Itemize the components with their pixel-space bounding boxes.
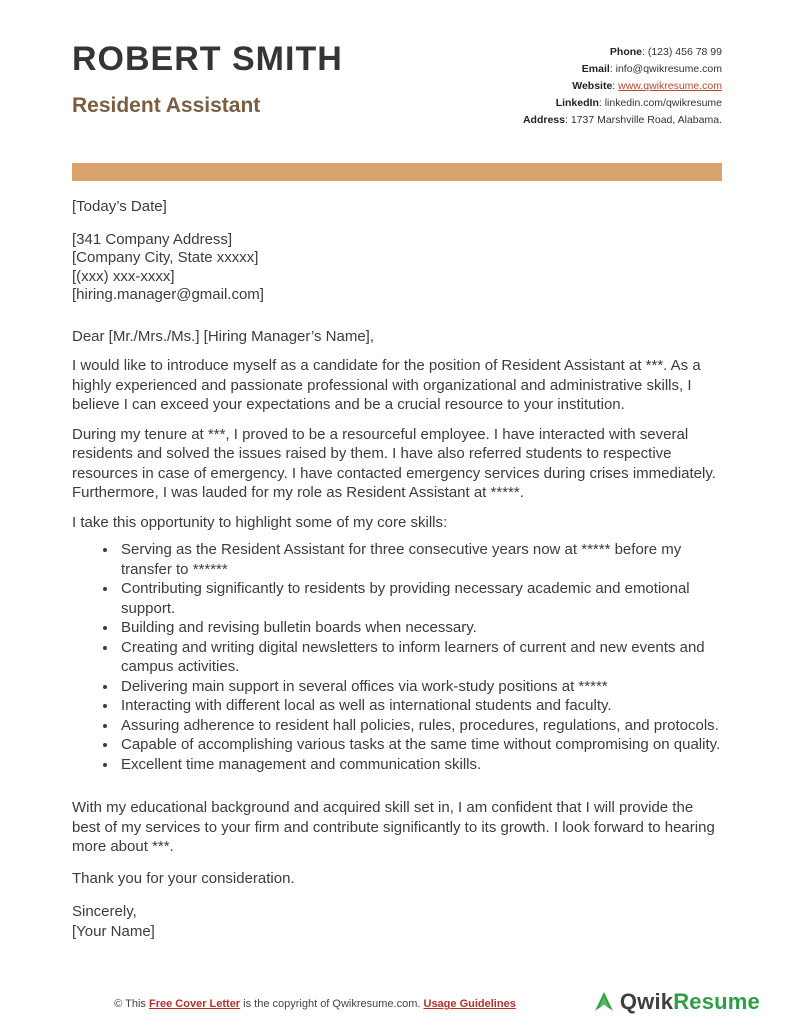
skill-item: • Serving as the Resident Assistant for three consecutive years now at ***** before my transfer to ****** [118,540,722,579]
company-address-block [72,231,722,305]
email-label: Email [581,63,610,75]
contact-address [523,112,722,129]
website-label: Website [572,80,613,92]
thank-you-line: Thank you for your consideration. [72,869,295,887]
contact-block [523,42,722,129]
company-address-line: [341 Company Address] [72,230,233,248]
email-value: : info@qwikresume.com [609,63,722,75]
logo-text-qwik: Qwik [619,989,674,1014]
contact-email [523,61,722,78]
accent-divider-bar [72,163,722,181]
qwikresume-logo-icon [592,990,616,1014]
copyright-line [0,998,630,1010]
free-cover-letter-link[interactable]: Free Cover Letter [149,998,241,1010]
paragraph-closing: With my educational background and acquired skill set in, I am confident that I will provide the best of my services to your firm and contribute significantly to its growth. I look forward to hearing more about ***. [72,799,715,855]
salutation: Dear [Mr./Mrs./Ms.] [Hiring Manager’s Name], [72,327,375,345]
copyright-prefix: © This [114,998,149,1010]
applicant-name: ROBERT SMITH [72,40,343,78]
signoff-block [72,902,722,941]
contact-phone [523,44,722,61]
skill-item: • Capable of accomplishing various tasks at the same time without compromising on quality. [118,735,722,755]
logo-text [620,989,760,1015]
logo-text-resume: Resume [673,989,760,1014]
address-label: Address [522,114,565,126]
header [72,42,722,129]
company-address-line: [hiring.manager@gmail.com] [72,286,264,303]
signoff: Sincerely, [72,903,137,920]
signature-placeholder: [Your Name] [72,922,155,940]
company-address-line: [Company City, State xxxxx] [72,249,259,266]
address-value: : 1737 Marshville Road, Alabama. [564,114,722,126]
qwikresume-logo[interactable] [592,989,760,1015]
usage-guidelines-link[interactable]: Usage Guidelines [423,998,516,1010]
date-placeholder: [Today’s Date] [72,198,167,215]
header-identity [72,42,343,118]
linkedin-value: : linkedin.com/qwikresume [598,97,722,109]
letter-body [72,197,722,941]
paragraph-intro: I would like to introduce myself as a candidate for the position of Resident Assistant at ***. As a highly experienced and passionate professional with organizational and administrative skills, I believe I can exceed your expectations and be a crucial resource to your institution. [72,357,701,413]
linkedin-label: LinkedIn [555,97,599,109]
job-title: Resident Assistant [72,93,261,117]
skill-item: • Delivering main support in several offices via work-study positions at ***** [118,677,722,697]
contact-linkedin [523,95,722,112]
copyright-middle: is the copyright of Qwikresume.com. [240,998,424,1010]
company-address-line: [(xxx) xxx-xxxx] [72,267,175,285]
skill-item: • Interacting with different local as well as international students and faculty. [118,696,722,716]
footer [0,989,800,1021]
skills-intro: I take this opportunity to highlight some of my core skills: [72,513,448,531]
website-separator: : [612,80,619,92]
skill-item: • Creating and writing digital newsletters to inform learners of current and new events and campus activities. [118,638,722,677]
paragraph-experience: During my tenure at ***, I proved to be a resourceful employee. I have interacted with several residents and solved the issues raised by them. I have also referred students to respective resources in case of emergency. I have contacted emergency services during crises immediately. Furthermore, I was lauded for my role as Resident Assistant at *****. [72,425,716,501]
website-link[interactable]: www.qwikresume.com [618,80,722,92]
skill-item: • Building and revising bulletin boards when necessary. [118,618,722,638]
skill-item: • Contributing significantly to residents by providing necessary academic and emotional support. [118,579,722,618]
contact-website [523,78,722,95]
phone-value: : (123) 456 78 99 [642,46,722,58]
skills-list [72,540,722,774]
skill-item: • Assuring adherence to resident hall policies, rules, procedures, regulations, and protocols. [118,716,722,736]
phone-label: Phone [609,46,643,58]
skill-item: • Excellent time management and communication skills. [118,755,722,775]
